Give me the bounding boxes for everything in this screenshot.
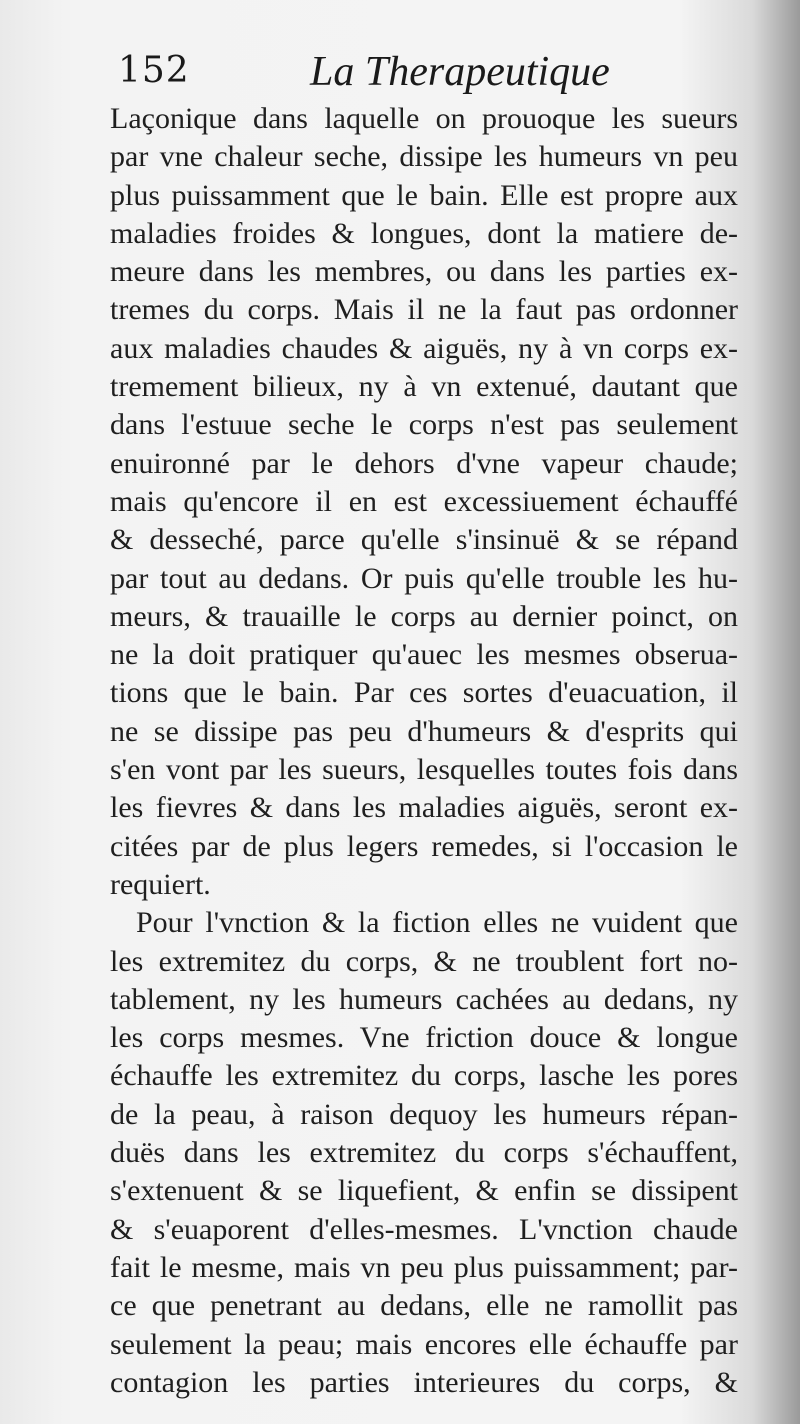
text-line: tablement, ny les humeurs cachées au dedans, ny (110, 982, 738, 1016)
text-line: les extremitez du corps, & ne troublent fort no- (110, 944, 738, 978)
text-line: les fievres & dans les maladies aiguës, seront ex- (110, 791, 738, 825)
text-line: les corps mesmes. Vne friction douce & longue (110, 1021, 738, 1055)
text-line: tremes du corps. Mais il ne la faut pas ordonner (110, 293, 738, 327)
text-line: s'en vont par les sueurs, lesquelles toutes fois dans (110, 753, 738, 787)
page-header (112, 44, 752, 100)
text-line: mais qu'encore il en est excessiuement échauffé (110, 484, 738, 518)
running-title: La Therapeutique (310, 49, 610, 95)
text-line: aux maladies chaudes & aiguës, ny à vn corps ex- (110, 331, 738, 365)
text-line: meurs, & trauaille le corps au dernier poinct, on (110, 599, 738, 633)
text-line: maladies froides & longues, dont la matiere de- (110, 216, 738, 250)
text-line: enuironné par le dehors d'vne vapeur chaude; (110, 446, 738, 480)
text-line: échauffe les extremitez du corps, lasche les pores (110, 1059, 738, 1093)
text-line: ne la doit pratiquer qu'auec les mesmes obserua- (110, 638, 738, 672)
text-line: s'extenuent & se liquefient, & enfin se dissipent (110, 1174, 738, 1208)
paragraph-1 (110, 100, 738, 904)
text-line: citées par de plus legers remedes, si l'occasion le (110, 829, 738, 863)
text-line: duës dans les extremitez du corps s'échauffent, (110, 1136, 738, 1170)
text-line: de la peau, à raison dequoy les humeurs répan- (110, 1097, 738, 1131)
page-number: 152 (118, 50, 190, 91)
text-line: contagion les parties interieures du corps, & (110, 1365, 738, 1399)
text-line: requiert. (110, 867, 211, 901)
text-line: fait le mesme, mais vn peu plus puissamment; par- (110, 1250, 738, 1284)
text-line: meure dans les membres, ou dans les parties ex- (110, 255, 738, 289)
text-line: & desseché, parce qu'elle s'insinuë & se répand (110, 523, 738, 557)
text-line: plus puissamment que le bain. Elle est propre aux (110, 178, 738, 212)
paragraph-2 (110, 904, 738, 1402)
text-line: ne se dissipe pas peu d'humeurs & d'esprits qui (110, 714, 738, 748)
text-line: par tout au dedans. Or puis qu'elle trouble les hu- (110, 561, 738, 595)
text-line: Pour l'vnction & la fiction elles ne vuident que (136, 906, 738, 940)
text-line: par vne chaleur seche, dissipe les humeurs vn peu (110, 140, 738, 174)
text-line: tions que le bain. Par ces sortes d'euacuation, il (110, 676, 738, 710)
text-line: Laçonique dans laquelle on prouoque les sueurs (110, 102, 738, 135)
body-text (110, 100, 738, 1402)
text-line: & s'euaporent d'elles-mesmes. L'vnction chaude (110, 1212, 738, 1246)
text-line: dans l'estuue seche le corps n'est pas seulement (110, 408, 738, 442)
text-line: tremement bilieux, ny à vn extenué, dautant que (110, 370, 738, 404)
text-line: seulement la peau; mais encores elle échauffe par (110, 1327, 738, 1361)
text-line: ce que penetrant au dedans, elle ne ramollit pas (110, 1289, 738, 1323)
